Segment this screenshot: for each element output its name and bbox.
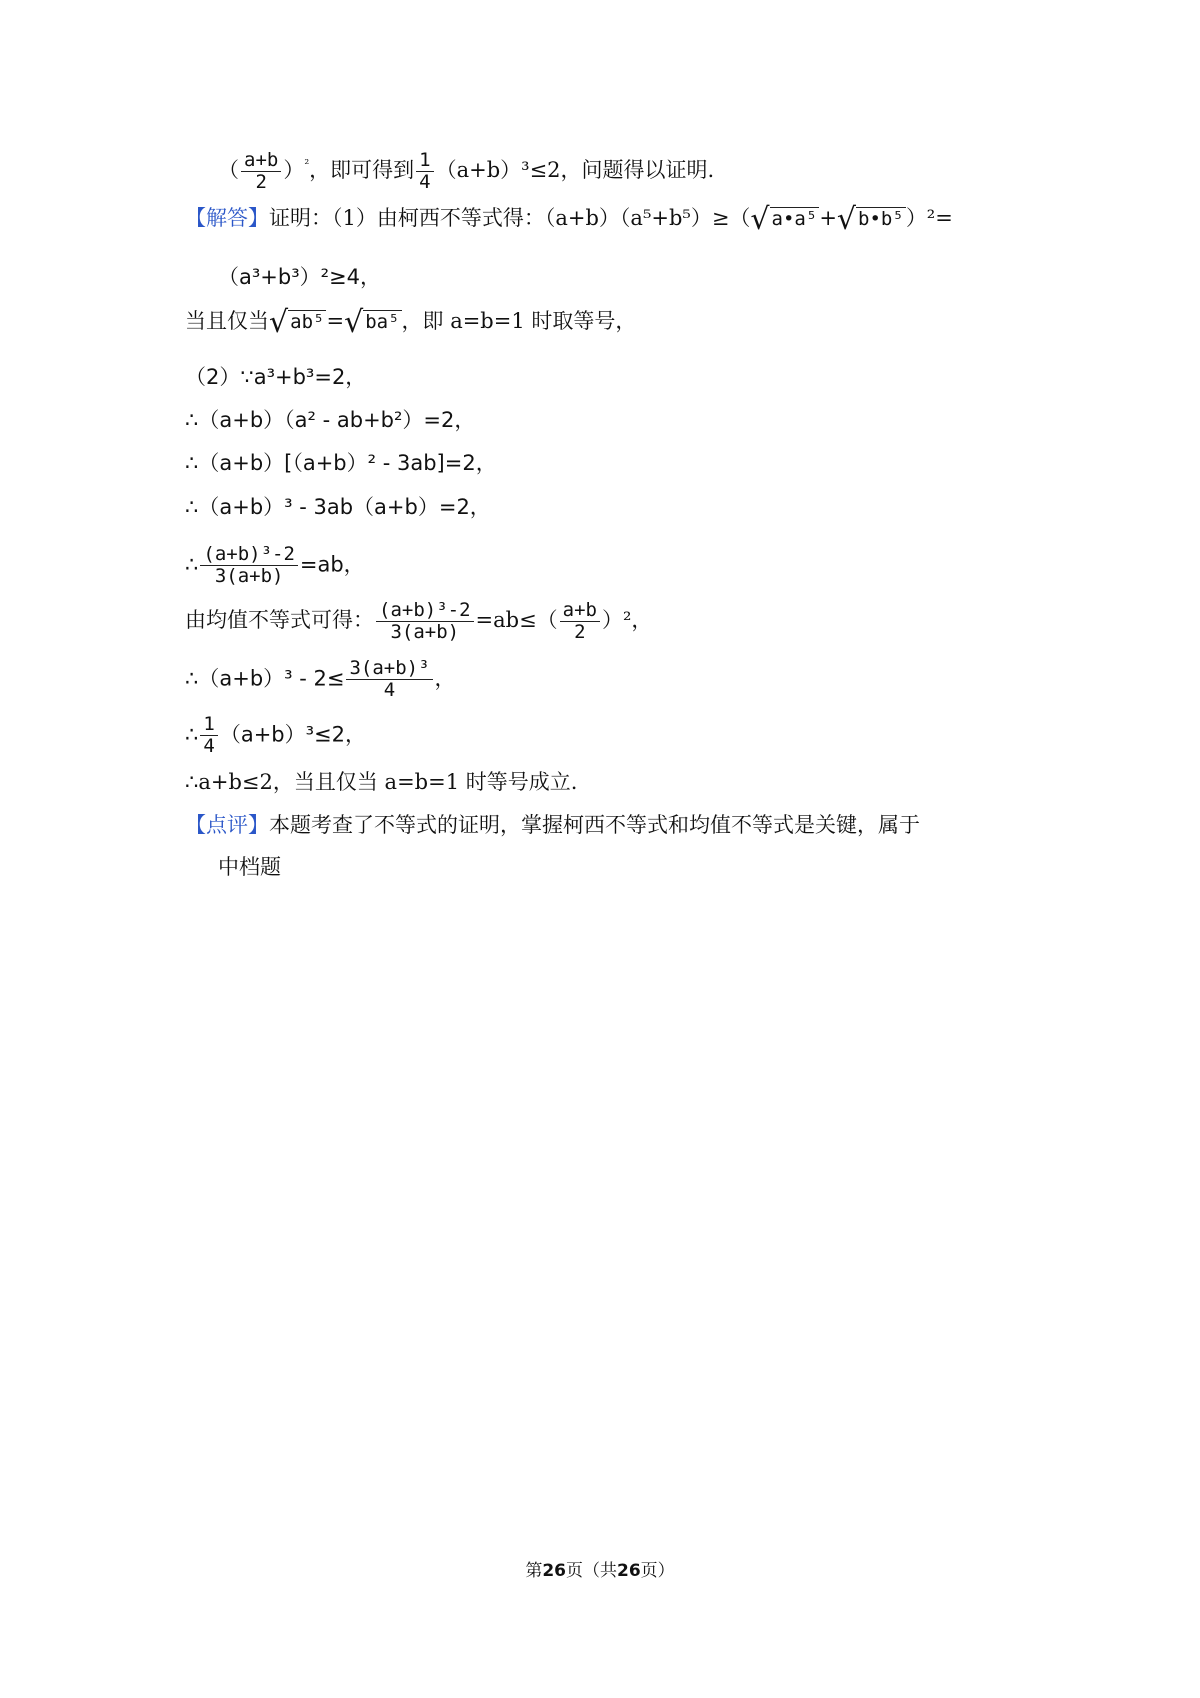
fraction: $\frac{\text{3(a+b)³}}{4}$ — [346, 658, 432, 701]
text-line: ∴（a+b）（a² - ab+b²）=2， — [185, 408, 476, 432]
fraction: $\frac{a+b}{2}$ — [560, 600, 600, 643]
fraction: $\frac{1}{4}$ — [200, 714, 217, 757]
fraction: $\frac{a+b}{2}$ — [241, 150, 281, 193]
solution-line: 【解答】证明：（1）由柯西不等式得：（a+b）（a⁵+b⁵）≥（√ a•a⁵+√ b•b⁵）²= — [185, 202, 953, 237]
comment-tag: 【点评】 — [185, 813, 269, 837]
text-line: ∴（a+b）³ - 2≤ $\frac{\text{3(a+b)³}}{4}$ ， — [185, 657, 456, 701]
text-line: （a³+b³）²≥4， — [218, 265, 382, 289]
text-line: ∴a+b≤2，当且仅当 a=b=1 时等号成立. — [185, 770, 578, 794]
fraction: $\frac{\text{(a+b)³-2}}{3(a+b)}$ — [376, 600, 474, 643]
text-line: ∴（a+b）³ - 3ab（a+b）=2， — [185, 495, 491, 519]
text-line: 当且仅当√ ab⁵=√ ba⁵，即 a=b=1 时取等号， — [185, 305, 637, 340]
text-line: ∴ $\frac{\text{(a+b)³-2}}{3(a+b)}$ =ab， — [185, 543, 365, 587]
fraction: $\frac{1}{4}$ — [416, 150, 433, 193]
text-line: （2）∵a³+b³=2， — [185, 365, 367, 389]
comment-line: 【点评】本题考查了不等式的证明，掌握柯西不等式和均值不等式是关键，属于 — [185, 813, 920, 837]
hint-line: （ $\frac{a+b}{2}$ ）$^{^2}$，即可得到 $\frac{1}{4}$ （a+b）³≤2，问题得以证明. — [218, 149, 715, 193]
text-line: 由均值不等式可得： $\frac{\text{(a+b)³-2}}{3(a+b)}$ =ab≤（ $\frac{a+b}{2}$ ）²， — [185, 599, 653, 643]
text-line: 中档题 — [218, 855, 281, 879]
fraction: $\frac{\text{(a+b)³-2}}{3(a+b)}$ — [200, 544, 298, 587]
text-line: ∴（a+b）[（a+b）² - 3ab]=2， — [185, 451, 497, 475]
solution-tag: 【解答】 — [185, 206, 269, 230]
page-footer: 第26页（共26页） — [525, 1561, 675, 1581]
text-line: ∴ $\frac{1}{4}$ （a+b）³≤2， — [185, 713, 366, 757]
